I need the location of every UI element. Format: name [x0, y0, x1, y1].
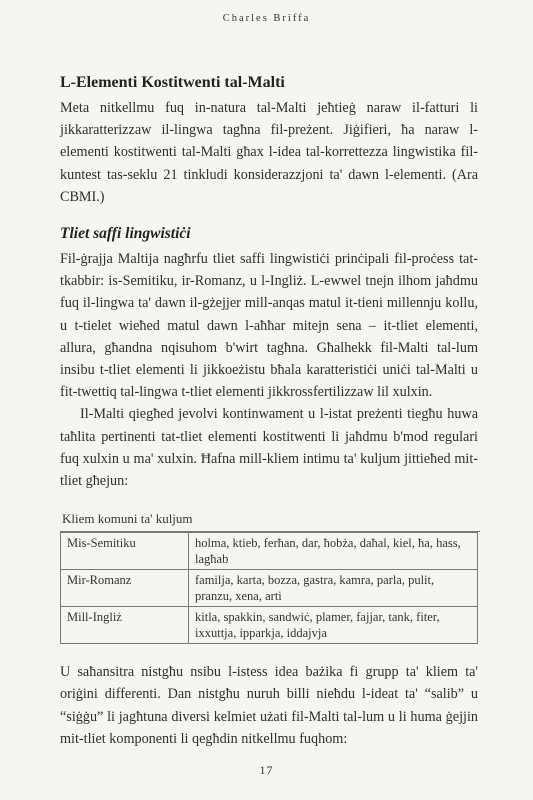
page-body [60, 72, 478, 750]
closing-paragraph: U saħansitra nistgħu nsibu l-istess idea bażika fi grupp ta' kliem ta' oriġini differenti. Dan nistgħu nuruh billi nieħdu l-ideat ta' “salib” u “siġġu” li jagħtuna diversi kelmiet użati fil-Malti tal-lum u li huma ġejjin mit-tliet komponenti li qegħdin nitkellmu fuqhom: [60, 664, 478, 747]
table-caption: Kliem komuni ta' kuljum [60, 511, 480, 532]
section-heading: L-Elementi Kostitwenti tal-Malti [60, 74, 285, 91]
running-header: Charles Briffa [222, 13, 311, 24]
row-category: Mill-Ingliż [61, 607, 189, 644]
table-row [61, 570, 478, 607]
subsection-heading: Tliet saffi lingwistiċi [60, 225, 191, 243]
row-words: familja, karta, bozza, gastra, kamra, parla, pulit, pranzu, xena, arti [189, 570, 478, 607]
paragraph-evoluzzjoni: Il-Malti qiegħed jevolvi kontinwament u l-istat preżenti tiegħu huwa taħlita pertinenti tat-tliet elementi kostitwenti li jaħdmu b'mod regulari fuq xulxin u ma' xulxin. Ħafna mill-kliem intimu ta' kuljum jittieħed mit-tliet għejun: [60, 406, 478, 490]
row-words: holma, ktieb, ferħan, dar, ħobża, daħal, kiel, ħa, hass, lagħab [189, 533, 478, 570]
paragraph-saffi: Fil-ġrajja Maltija nagħrfu tliet saffi lingwistiċi prinċipali fil-proċess tat-tkabbir: is-Semitiku, ir-Romanz, u l-Ingliż. L-ewwel tnejn ilhom jaħdmu fuq il-lingwa ta' dawn il-gżejjer mill-anqas matul it-tieni millennju kollu, u t-tielet wieħed matul dawn l-aħħar mitejn sena – it-tliet elementi, allura, għandna nqisuhom b'wirt tagħna. Għalhekk fil-Malti tal-lum insibu t-tliet elementi li jikkoeżistu bħala karatteristiċi uniċi tal-Malti u fit-twettiq tal-lingwa t-tliet elementi jikkrossfertilizzaw lil xulxin. [60, 251, 478, 401]
table-row [61, 533, 478, 570]
row-category: Mis-Semitiku [61, 533, 189, 570]
intro-paragraph: Meta nitkellmu fuq in-natura tal-Malti jeħtieġ naraw il-fatturi li jikkaratterizzaw il-lingwa tagħna fil-preżent. Jiġifieri, ħa naraw l-elementi kostitwenti tal-Malti għax l-idea tal-korrettezza lingwistika fil-kuntest tas-seklu 21 tinkludi konsiderazzjoni ta' dawn l-elementi. (Ara CBMI.) [60, 100, 478, 205]
page-number: 17 [259, 763, 274, 777]
row-category: Mir-Romanz [61, 570, 189, 607]
vocabulary-table [60, 532, 478, 644]
vocabulary-table-block [60, 511, 478, 644]
table-row [61, 607, 478, 644]
row-words: kitla, spakkin, sandwiċ, plamer, fajjar, tank, fiter, ixxuttja, ipparkja, iddajvja [189, 607, 478, 644]
